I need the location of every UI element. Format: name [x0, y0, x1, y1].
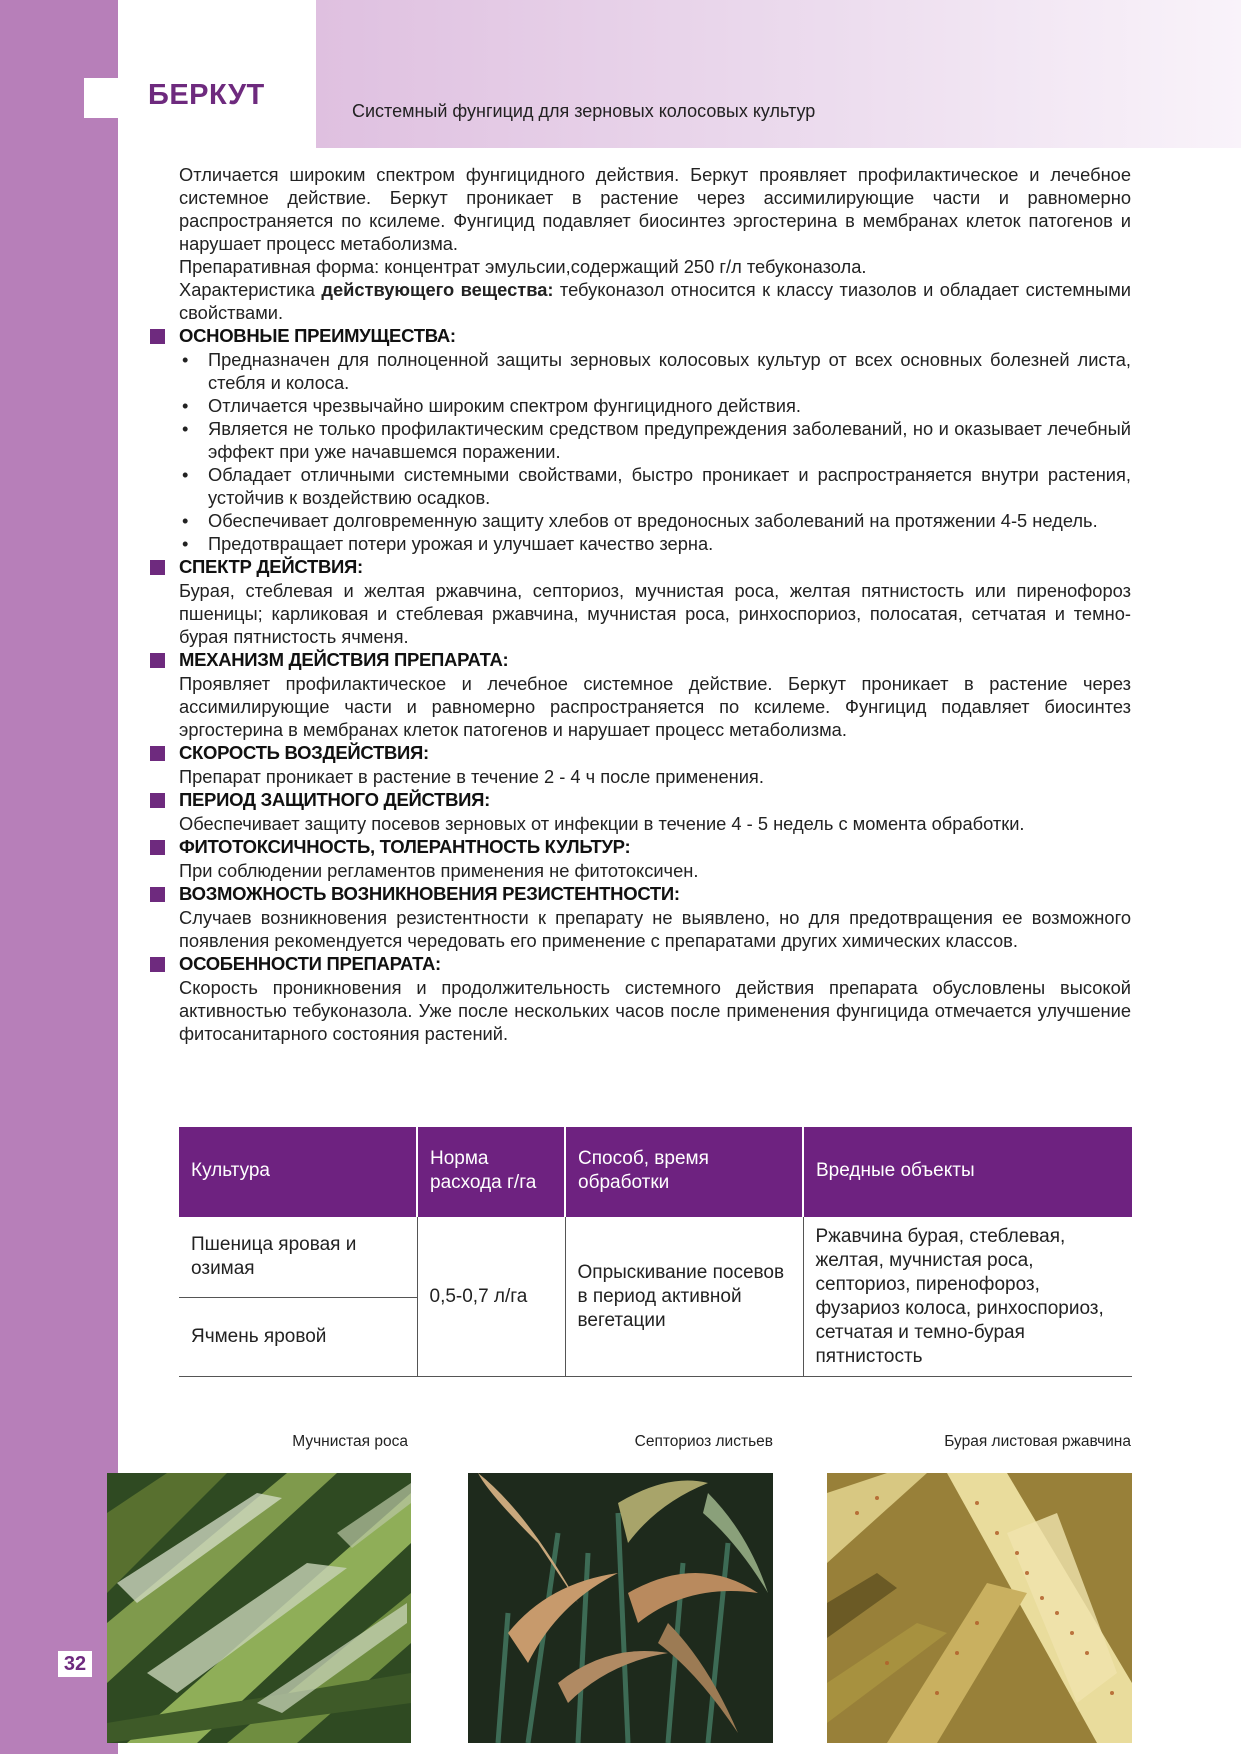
active-ingredient-paragraph: Характеристика действующего вещества: тебуконазол относится к классу тиазолов и обладает системными свойствами. [179, 279, 1132, 323]
list-item: • Обеспечивает долговременную защиту хлебов от вредоносных заболеваний на протяжении 4-5 недель. [179, 509, 1131, 532]
photo-caption: Мучнистая роса [292, 1433, 408, 1450]
bullet-square-icon [150, 329, 165, 344]
septoria-leaf-photo [468, 1473, 773, 1743]
left-sidebar-bar [0, 0, 118, 1754]
list-item: • Обладает отличными системными свойствами, быстро проникает и распространяется внутри растения, устойчив к воздействию осадков. [179, 463, 1131, 509]
section-text-features: Скорость проникновения и продолжительность системного действия препарата обусловлены высокой активностью тебуконазола. Уже после нескольких часов после применения фунгицида отмечается улучшение фитосанитарного состояния растений. [179, 977, 1131, 1044]
section-text-resistance: Случаев возникновения резистентности к препарату не выявлено, но для предотвращения ее возможного появления рекомендуется чередовать его применение с препаратами других химических классов. [179, 907, 1131, 951]
section-text-speed: Препарат проникает в растение в течение 2 - 4 ч после применения. [179, 766, 764, 787]
section-text-phytotoxicity: При соблюдении регламентов применения не фитотоксичен. [179, 860, 699, 881]
main-content [179, 163, 1131, 1045]
photo-caption: Бурая листовая ржавчина [944, 1433, 1131, 1450]
bullet-square-icon [150, 560, 165, 575]
section-heading-phytotoxicity: ФИТОТОКСИЧНОСТЬ, ТОЛЕРАНТНОСТЬ КУЛЬТУР: [179, 835, 1131, 859]
section-heading-resistance: ВОЗМОЖНОСТЬ ВОЗНИКНОВЕНИЯ РЕЗИСТЕНТНОСТИ: [179, 882, 1131, 906]
table-cell-method: Опрыскивание посевов в период активной вегетации [565, 1216, 803, 1377]
section-heading-speed: СКОРОСТЬ ВОЗДЕЙСТВИЯ: [179, 741, 1131, 765]
bullet-square-icon [150, 957, 165, 972]
column-header: Вредные объекты [803, 1127, 1132, 1216]
bullet-square-icon [150, 887, 165, 902]
section-text-mechanism: Проявляет профилактическое и лечебное системное действие. Беркут проникает в растение через ассимилирующие части и равномерно распространяется по ксилеме. Фунгицид подавляет биосинтез эргостерина в мембранах клеток патогенов и нарушает процесс метаболизма. [179, 673, 1131, 740]
formulation-paragraph: Препаративная форма: концентрат эмульсии,содержащий 250 г/л тебуконазола. [179, 256, 867, 277]
advantages-list [179, 348, 1131, 555]
bullet-square-icon [150, 840, 165, 855]
section-heading-mechanism: МЕХАНИЗМ ДЕЙСТВИЯ ПРЕПАРАТА: [179, 648, 1131, 672]
section-heading-spectrum: СПЕКТР ДЕЙСТВИЯ: [179, 555, 1131, 579]
bullet-square-icon [150, 653, 165, 668]
page-title: БЕРКУТ [148, 79, 265, 111]
column-header: Культура [179, 1127, 417, 1216]
list-item: • Предназначен для полноценной защиты зерновых колосовых культур от всех основных болезней листа, стебля и колоса. [179, 348, 1131, 394]
bullet-square-icon [150, 746, 165, 761]
photo-caption: Септориоз листьев [634, 1433, 773, 1450]
column-header: Способ, время обработки [565, 1127, 803, 1216]
section-text-spectrum: Бурая, стеблевая и желтая ржавчина, септориоз, мучнистая роса, желтая пятнистость или пиренофороз пшеницы; карликовая и стеблевая ржавчина, мучнистая роса, ринхоспориоз, полосатая, сетчатая и темно-бурая пятнистость ячменя. [179, 580, 1131, 647]
page-subtitle: Системный фунгицид для зерновых колосовых культур [352, 101, 816, 121]
bullet-square-icon [150, 793, 165, 808]
brown-leaf-rust-photo [827, 1473, 1132, 1743]
list-item: • Является не только профилактическим средством предупреждения заболеваний, но и оказывает лечебный эффект при уже начавшемся поражении. [179, 417, 1131, 463]
section-text-protection-period: Обеспечивает защиту посевов зерновых от инфекции в течение 4 - 5 недель с момента обработки. [179, 813, 1025, 834]
application-table [179, 1127, 1132, 1377]
table-cell-crop: Ячмень яровой [179, 1298, 417, 1377]
table-cell-rate: 0,5-0,7 л/га [417, 1216, 565, 1377]
table-cell-targets: Ржавчина бурая, стеблевая, желтая, мучнистая роса, септориоз, пиренофороз, фузариоз колоса, ринхоспориоз, сетчатая и темно-бурая пятнистость [803, 1216, 1132, 1377]
table-cell-crop: Пшеница яровая и озимая [179, 1216, 417, 1298]
section-heading-advantages: ОСНОВНЫЕ ПРЕИМУЩЕСТВА: [179, 324, 1131, 348]
section-heading-protection-period: ПЕРИОД ЗАЩИТНОГО ДЕЙСТВИЯ: [179, 788, 1131, 812]
column-header: Норма расхода г/га [417, 1127, 565, 1216]
list-item: • Отличается чрезвычайно широким спектром фунгицидного действия. [179, 394, 1131, 417]
header-band [316, 0, 1241, 148]
page-number: 32 [58, 1651, 92, 1677]
table-row [179, 1216, 1132, 1298]
powdery-mildew-photo [107, 1473, 411, 1743]
section-heading-features: ОСОБЕННОСТИ ПРЕПАРАТА: [179, 952, 1131, 976]
list-item: • Предотвращает потери урожая и улучшает качество зерна. [179, 532, 1131, 555]
intro-paragraph: Отличается широким спектром фунгицидного действия. Беркут проявляет профилактическое и лечебное системное действие. Беркут проникает в растение через ассимилирующие части и равномерно распространяется по ксилеме. Фунгицид подавляет биосинтез эргостерина в мембранах клеток патогенов и нарушает процесс метаболизма. [179, 164, 1131, 254]
table-header-row [179, 1127, 1132, 1216]
